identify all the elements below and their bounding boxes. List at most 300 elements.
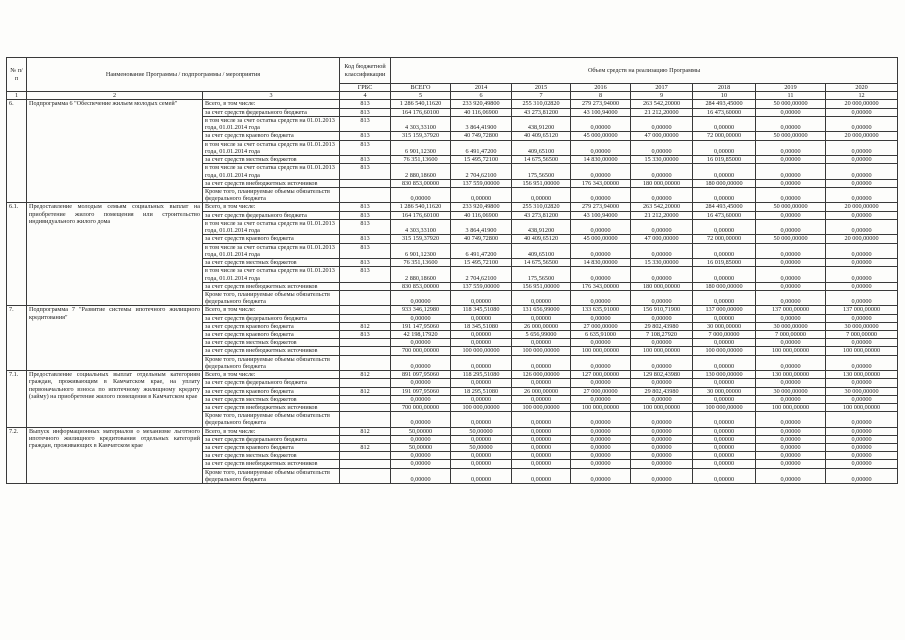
amount-year: 40 409,65120 (512, 132, 571, 140)
table-row (7, 203, 898, 211)
amount-total: 0,00000 (391, 435, 451, 443)
column-number: 7 (512, 92, 571, 100)
grbs-code (340, 314, 391, 322)
amount-year: 0,00000 (693, 395, 756, 403)
amount-year: 0,00000 (451, 460, 512, 468)
amount-year: 7 000,00000 (693, 331, 756, 339)
amount-year: 29 802,43980 (631, 322, 693, 330)
amount-year: 255 310,02820 (512, 203, 571, 211)
amount-year: 0,00000 (571, 427, 631, 435)
grbs-code: 813 (340, 108, 391, 116)
amount-year: 20 000,00000 (826, 132, 898, 140)
amount-year: 47 000,00000 (631, 235, 693, 243)
amount-year: 0,00000 (571, 164, 631, 180)
table-row (7, 427, 898, 435)
grbs-code: 813 (340, 331, 391, 339)
table-row (7, 100, 898, 108)
grbs-code: 813 (340, 235, 391, 243)
amount-total: 1 286 540,11620 (391, 100, 451, 108)
funding-source: Всего, в том числе: (203, 100, 340, 108)
amount-year: 7 108,27920 (631, 331, 693, 339)
amount-year: 0,00000 (826, 179, 898, 187)
amount-year: 7 000,00000 (756, 331, 826, 339)
amount-year: 180 000,00000 (693, 282, 756, 290)
program-name: Предоставление социальных выплат отдельным категориям граждан, проживающим в Камчатском крае, на уплату первоначального взноса по ипотечному жилищному кредиту (займу) на приобретение жилого помещения в Камчатском крае (27, 371, 203, 428)
amount-year: 50,00000 (451, 444, 512, 452)
amount-year: 0,00000 (512, 468, 571, 484)
amount-year: 0,00000 (512, 412, 571, 428)
amount-year: 30 000,00000 (756, 322, 826, 330)
amount-year: 0,00000 (826, 314, 898, 322)
amount-year: 233 920,49800 (451, 203, 512, 211)
funding-source: за счет средств местных бюджетов (203, 395, 340, 403)
amount-year: 180 000,00000 (631, 282, 693, 290)
amount-year: 100 000,00000 (826, 403, 898, 411)
column-number: 12 (826, 92, 898, 100)
amount-year: 0,00000 (631, 412, 693, 428)
amount-year: 438,91200 (512, 116, 571, 132)
header-name: Наименование Программы / подпрограммы / мероприятия (27, 58, 340, 92)
grbs-code: 812 (340, 444, 391, 452)
amount-year: 27 000,00000 (571, 322, 631, 330)
amount-year: 0,00000 (512, 339, 571, 347)
amount-year: 100 000,00000 (826, 347, 898, 355)
amount-year: 3 864,41900 (451, 219, 512, 235)
amount-total: 164 176,60100 (391, 211, 451, 219)
amount-year: 0,00000 (756, 140, 826, 156)
amount-year: 255 310,02820 (512, 100, 571, 108)
funding-source: в том числе за счет остатка средств на 01.01.2013 года, 01.01.2014 года (203, 243, 340, 259)
grbs-code (340, 290, 391, 306)
amount-year: 2 704,62100 (451, 164, 512, 180)
funding-source: за счет средств краевого бюджета (203, 331, 340, 339)
amount-year: 0,00000 (693, 355, 756, 371)
amount-year: 0,00000 (451, 339, 512, 347)
column-number-row (7, 92, 898, 100)
amount-total: 191 147,95060 (391, 322, 451, 330)
amount-year: 0,00000 (756, 339, 826, 347)
amount-year: 45 000,00000 (571, 235, 631, 243)
amount-year: 30 000,00000 (693, 322, 756, 330)
amount-year: 0,00000 (631, 452, 693, 460)
funding-source: за счет средств федерального бюджета (203, 211, 340, 219)
amount-year: 14 675,56500 (512, 156, 571, 164)
amount-year: 0,00000 (631, 164, 693, 180)
grbs-code (340, 187, 391, 203)
amount-year: 137 559,00000 (451, 282, 512, 290)
amount-total: 50,00000 (391, 427, 451, 435)
header-year: 2019 (756, 84, 826, 92)
amount-year: 30 000,00000 (826, 387, 898, 395)
grbs-code: 813 (340, 259, 391, 267)
program-name: Предоставление молодым семьям социальных выплат на приобретение жилого помещения или строительство индивидуального жилого дома (27, 203, 203, 306)
amount-total: 76 351,13600 (391, 259, 451, 267)
amount-year: 0,00000 (693, 290, 756, 306)
amount-year: 0,00000 (631, 435, 693, 443)
amount-year: 0,00000 (631, 187, 693, 203)
amount-year: 0,00000 (756, 444, 826, 452)
amount-year: 0,00000 (826, 339, 898, 347)
amount-year: 72 000,00000 (693, 132, 756, 140)
amount-year: 0,00000 (512, 395, 571, 403)
grbs-code (340, 412, 391, 428)
grbs-code (340, 379, 391, 387)
amount-year: 131 656,99000 (512, 306, 571, 314)
program-name: Подпрограмма 6 "Обеспечение жильем молодых семей" (27, 100, 203, 203)
amount-year: 0,00000 (826, 290, 898, 306)
amount-year: 100 000,00000 (512, 347, 571, 355)
amount-year: 0,00000 (756, 259, 826, 267)
funding-source: за счет средств федерального бюджета (203, 379, 340, 387)
funding-source: Кроме того, планируемые объемы обязательств федерального бюджета (203, 468, 340, 484)
amount-year: 0,00000 (451, 468, 512, 484)
amount-year: 26 000,00000 (512, 322, 571, 330)
amount-year: 100 000,00000 (451, 347, 512, 355)
amount-year: 0,00000 (512, 355, 571, 371)
amount-year: 0,00000 (631, 379, 693, 387)
amount-year: 0,00000 (512, 379, 571, 387)
grbs-code: 813 (340, 219, 391, 235)
row-number: 6. (7, 100, 27, 203)
amount-year: 130 000,00000 (756, 371, 826, 379)
funding-source: за счет средств местных бюджетов (203, 339, 340, 347)
grbs-code: 812 (340, 322, 391, 330)
header-year: 2016 (571, 84, 631, 92)
amount-year: 0,00000 (571, 379, 631, 387)
amount-year: 0,00000 (693, 339, 756, 347)
amount-year: 0,00000 (826, 355, 898, 371)
funding-source: Всего, в том числе: (203, 427, 340, 435)
grbs-code: 813 (340, 116, 391, 132)
amount-year: 0,00000 (693, 444, 756, 452)
amount-year: 40 116,06900 (451, 108, 512, 116)
amount-year: 100 000,00000 (693, 403, 756, 411)
amount-year: 15 330,00000 (631, 259, 693, 267)
amount-year: 0,00000 (826, 164, 898, 180)
amount-total: 700 000,00000 (391, 347, 451, 355)
amount-year: 0,00000 (571, 116, 631, 132)
amount-year: 72 000,00000 (693, 235, 756, 243)
amount-year: 0,00000 (631, 243, 693, 259)
amount-year: 118 345,51080 (451, 306, 512, 314)
amount-year: 14 830,00000 (571, 156, 631, 164)
amount-year: 0,00000 (826, 156, 898, 164)
amount-year: 0,00000 (631, 468, 693, 484)
amount-year: 0,00000 (756, 452, 826, 460)
amount-year: 0,00000 (693, 267, 756, 283)
amount-year: 0,00000 (571, 435, 631, 443)
amount-total: 164 176,60100 (391, 108, 451, 116)
amount-year: 279 273,94000 (571, 100, 631, 108)
amount-year: 0,00000 (756, 460, 826, 468)
amount-year: 156 910,71900 (631, 306, 693, 314)
amount-year: 0,00000 (451, 452, 512, 460)
amount-year: 0,00000 (451, 379, 512, 387)
funding-source: Кроме того, планируемые объемы обязательств федерального бюджета (203, 290, 340, 306)
amount-year: 0,00000 (571, 140, 631, 156)
amount-year: 50 000,00000 (756, 100, 826, 108)
column-number: 2 (27, 92, 203, 100)
amount-year: 0,00000 (756, 282, 826, 290)
amount-total: 0,00000 (391, 412, 451, 428)
grbs-code (340, 179, 391, 187)
funding-source: за счет средств краевого бюджета (203, 132, 340, 140)
amount-year: 0,00000 (451, 395, 512, 403)
column-number: 3 (203, 92, 340, 100)
amount-year: 0,00000 (571, 339, 631, 347)
amount-total: 1 286 540,11620 (391, 203, 451, 211)
amount-year: 0,00000 (826, 243, 898, 259)
amount-year: 0,00000 (756, 219, 826, 235)
amount-year: 100 000,00000 (571, 403, 631, 411)
amount-year: 0,00000 (756, 468, 826, 484)
amount-year: 0,00000 (631, 339, 693, 347)
grbs-code: 813 (340, 132, 391, 140)
amount-year: 0,00000 (756, 156, 826, 164)
amount-year: 130 000,00000 (826, 371, 898, 379)
amount-year: 100 000,00000 (693, 347, 756, 355)
funding-source: за счет средств внебюджетных источников (203, 347, 340, 355)
amount-year: 21 212,20000 (631, 211, 693, 219)
amount-year: 0,00000 (451, 187, 512, 203)
amount-year: 0,00000 (451, 435, 512, 443)
amount-year: 0,00000 (693, 187, 756, 203)
amount-year: 0,00000 (693, 314, 756, 322)
amount-year: 50 000,00000 (756, 132, 826, 140)
funding-source: Кроме того, планируемые объемы обязательств федерального бюджета (203, 412, 340, 428)
amount-year: 100 000,00000 (756, 347, 826, 355)
amount-year: 0,00000 (756, 435, 826, 443)
amount-year: 279 273,94000 (571, 203, 631, 211)
amount-year: 409,65100 (512, 243, 571, 259)
amount-year: 100 000,00000 (631, 403, 693, 411)
amount-year: 47 000,00000 (631, 132, 693, 140)
amount-year: 0,00000 (631, 427, 693, 435)
amount-total: 0,00000 (391, 395, 451, 403)
amount-year: 0,00000 (756, 179, 826, 187)
amount-total: 0,00000 (391, 339, 451, 347)
amount-total: 76 351,13600 (391, 156, 451, 164)
amount-year: 0,00000 (826, 468, 898, 484)
amount-year: 180 000,00000 (631, 179, 693, 187)
amount-total: 2 880,18600 (391, 164, 451, 180)
header-year: ВСЕГО (391, 84, 451, 92)
amount-total: 50,00000 (391, 444, 451, 452)
amount-year: 130 000,00000 (693, 371, 756, 379)
amount-year: 0,00000 (826, 452, 898, 460)
amount-year: 0,00000 (571, 452, 631, 460)
funding-source: за счет средств местных бюджетов (203, 452, 340, 460)
grbs-code: 813 (340, 243, 391, 259)
grbs-code: 813 (340, 203, 391, 211)
amount-year: 0,00000 (756, 355, 826, 371)
amount-year: 156 951,00000 (512, 282, 571, 290)
amount-total: 0,00000 (391, 290, 451, 306)
amount-total: 6 901,12300 (391, 140, 451, 156)
amount-year: 0,00000 (451, 412, 512, 428)
header-grbs: ГРБС (340, 84, 391, 92)
amount-year: 0,00000 (756, 116, 826, 132)
amount-year: 129 802,43980 (631, 371, 693, 379)
amount-year: 0,00000 (631, 355, 693, 371)
amount-year: 0,00000 (826, 282, 898, 290)
amount-year: 20 000,00000 (826, 203, 898, 211)
amount-year: 0,00000 (631, 460, 693, 468)
amount-year: 18 345,51080 (451, 322, 512, 330)
amount-year: 0,00000 (826, 412, 898, 428)
amount-year: 0,00000 (693, 164, 756, 180)
amount-year: 15 495,72100 (451, 259, 512, 267)
amount-year: 0,00000 (631, 444, 693, 452)
amount-year: 284 493,45000 (693, 203, 756, 211)
amount-year: 0,00000 (512, 314, 571, 322)
amount-year: 0,00000 (571, 267, 631, 283)
program-funding-table (6, 57, 898, 484)
amount-year: 30 000,00000 (756, 387, 826, 395)
amount-year: 15 495,72100 (451, 156, 512, 164)
amount-year: 15 330,00000 (631, 156, 693, 164)
amount-year: 284 493,45000 (693, 100, 756, 108)
amount-year: 0,00000 (756, 412, 826, 428)
amount-total: 4 303,33100 (391, 116, 451, 132)
grbs-code (340, 282, 391, 290)
amount-year: 0,00000 (693, 412, 756, 428)
amount-year: 0,00000 (451, 355, 512, 371)
amount-year: 0,00000 (571, 412, 631, 428)
amount-year: 0,00000 (512, 290, 571, 306)
amount-year: 100 000,00000 (631, 347, 693, 355)
column-number: 5 (391, 92, 451, 100)
amount-year: 16 473,60000 (693, 211, 756, 219)
amount-year: 0,00000 (756, 314, 826, 322)
table-row (7, 306, 898, 314)
amount-total: 6 901,12300 (391, 243, 451, 259)
amount-year: 133 635,91000 (571, 306, 631, 314)
amount-year: 2 704,62100 (451, 267, 512, 283)
amount-total: 0,00000 (391, 314, 451, 322)
amount-year: 0,00000 (451, 314, 512, 322)
amount-total: 830 853,00000 (391, 282, 451, 290)
amount-year: 0,00000 (756, 427, 826, 435)
amount-year: 45 000,00000 (571, 132, 631, 140)
amount-year: 180 000,00000 (693, 179, 756, 187)
grbs-code: 812 (340, 371, 391, 379)
amount-year: 100 000,00000 (512, 403, 571, 411)
amount-year: 0,00000 (571, 314, 631, 322)
grbs-code: 813 (340, 267, 391, 283)
amount-year: 0,00000 (826, 460, 898, 468)
amount-year: 43 100,94000 (571, 108, 631, 116)
amount-year: 0,00000 (571, 243, 631, 259)
funding-source: Всего, в том числе: (203, 306, 340, 314)
amount-year: 0,00000 (756, 395, 826, 403)
amount-year: 0,00000 (512, 427, 571, 435)
amount-year: 438,91200 (512, 219, 571, 235)
amount-total: 2 880,18600 (391, 267, 451, 283)
amount-year: 118 295,51080 (451, 371, 512, 379)
amount-year: 6 635,91000 (571, 331, 631, 339)
amount-total: 0,00000 (391, 452, 451, 460)
amount-year: 20 000,00000 (826, 235, 898, 243)
amount-year: 0,00000 (571, 187, 631, 203)
amount-year: 263 542,20000 (631, 100, 693, 108)
column-number: 9 (631, 92, 693, 100)
program-name: Выпуск информационных материалов о механизме льготного ипотечного жилищного кредитования отдельных категорий граждан, проживающих в Камчатском крае (27, 427, 203, 484)
amount-year: 0,00000 (693, 427, 756, 435)
amount-year: 16 019,85000 (693, 156, 756, 164)
amount-year: 5 656,99000 (512, 331, 571, 339)
amount-total: 0,00000 (391, 355, 451, 371)
header-year: 2015 (512, 84, 571, 92)
amount-year: 0,00000 (826, 259, 898, 267)
amount-year: 0,00000 (451, 290, 512, 306)
amount-year: 0,00000 (693, 460, 756, 468)
amount-total: 700 000,00000 (391, 403, 451, 411)
amount-year: 40 116,06900 (451, 211, 512, 219)
amount-year: 100 000,00000 (571, 347, 631, 355)
amount-year: 137 000,00000 (756, 306, 826, 314)
amount-total: 0,00000 (391, 468, 451, 484)
amount-year: 3 864,41900 (451, 116, 512, 132)
row-number: 7.1. (7, 371, 27, 428)
amount-year: 16 019,85000 (693, 259, 756, 267)
amount-year: 126 000,00000 (512, 371, 571, 379)
funding-source: за счет средств краевого бюджета (203, 235, 340, 243)
amount-year: 0,00000 (571, 444, 631, 452)
amount-total: 42 198,17920 (391, 331, 451, 339)
amount-total: 191 097,95060 (391, 387, 451, 395)
amount-year: 0,00000 (571, 290, 631, 306)
amount-year: 20 000,00000 (826, 100, 898, 108)
amount-year: 0,00000 (693, 435, 756, 443)
amount-year: 0,00000 (571, 219, 631, 235)
grbs-code: 813 (340, 140, 391, 156)
grbs-code: 813 (340, 164, 391, 180)
amount-year: 0,00000 (693, 379, 756, 387)
table-row (7, 371, 898, 379)
funding-source: в том числе за счет остатка средств на 01.01.2013 года, 01.01.2014 года (203, 219, 340, 235)
amount-total: 315 159,37920 (391, 132, 451, 140)
amount-year: 0,00000 (756, 290, 826, 306)
grbs-code (340, 452, 391, 460)
grbs-code (340, 460, 391, 468)
header-code: Код бюджетной классификации (340, 58, 391, 84)
funding-source: за счет средств местных бюджетов (203, 156, 340, 164)
amount-year: 0,00000 (693, 140, 756, 156)
amount-year: 29 802,43980 (631, 387, 693, 395)
amount-year: 0,00000 (631, 314, 693, 322)
amount-year: 156 951,00000 (512, 179, 571, 187)
amount-year: 0,00000 (693, 452, 756, 460)
amount-year: 30 000,00000 (826, 322, 898, 330)
amount-year: 0,00000 (631, 140, 693, 156)
amount-total: 830 853,00000 (391, 179, 451, 187)
amount-year: 26 000,00000 (512, 387, 571, 395)
amount-year: 0,00000 (826, 140, 898, 156)
amount-year: 0,00000 (693, 468, 756, 484)
amount-year: 176 343,00000 (571, 179, 631, 187)
amount-year: 30 000,00000 (693, 387, 756, 395)
amount-total: 4 303,33100 (391, 219, 451, 235)
amount-year: 14 830,00000 (571, 259, 631, 267)
grbs-code (340, 435, 391, 443)
amount-year: 0,00000 (571, 355, 631, 371)
amount-year: 0,00000 (826, 395, 898, 403)
funding-source: в том числе за счет остатка средств на 01.01.2013 года, 01.01.2014 года (203, 164, 340, 180)
table-body (7, 100, 898, 484)
header-year: 2014 (451, 84, 512, 92)
amount-year: 6 491,47200 (451, 243, 512, 259)
